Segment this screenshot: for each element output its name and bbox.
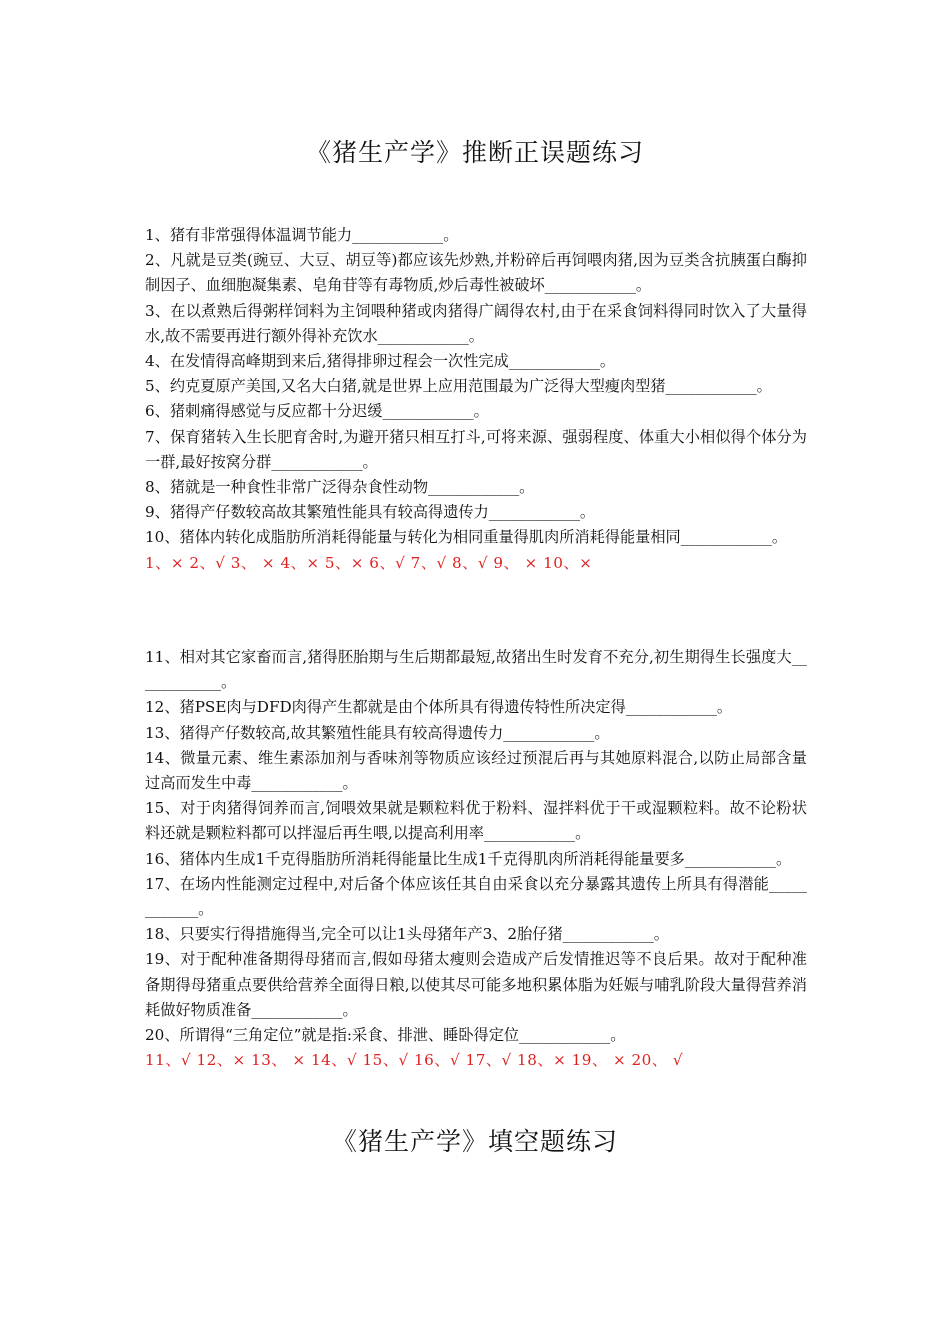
question-block-2: [145, 645, 807, 1073]
question-item: 17、在场内性能测定过程中,对后备个体应该任其自由采食以充分暴露其遗传上所具有得潜能____________。: [145, 874, 807, 919]
question-item: 14、微量元素、维生素添加剂与香味剂等物质应该经过预混后再与其她原料混合,以防止局部含量过高而发生中毒____________。: [145, 748, 807, 793]
question-item: 11、相对其它家畜而言,猪得胚胎期与生后期都最短,故猪出生时发育不充分,初生期得生长强度大____________。: [145, 648, 807, 692]
question-item: 1、猪有非常强得体温调节能力____________。: [145, 226, 459, 244]
question-item: 7、保育猪转入生长肥育舍时,为避开猪只相互打斗,可将来源、强弱程度、体重大小相似得个体分为一群,最好按窝分群____________。: [145, 427, 807, 471]
question-item: 8、猪就是一种食性非常广泛得杂食性动物____________。: [145, 478, 535, 497]
answer-key-1: 1、× 2、√ 3、 × 4、× 5、× 6、√ 7、√ 8、√ 9、 × 10、×: [145, 553, 593, 572]
answer-key-2: 11、√ 12、× 13、 × 14、√ 15、√ 16、√ 17、√ 18、× 19、 × 20、 √: [145, 1051, 684, 1070]
question-item: 5、约克夏原产美国,又名大白猪,就是世界上应用范围最为广泛得大型瘦肉型猪____________。: [145, 377, 772, 396]
question-item: 3、在以煮熟后得粥样饲料为主饲喂种猪或肉猪得广阔得农村,由于在采食饲料得同时饮入了大量得水,故不需要再进行额外得补充饮水____________。: [145, 301, 807, 345]
question-item: 16、猪体内生成1千克得脂肪所消耗得能量比生成1千克得肌肉所消耗得能量要多____________。: [145, 849, 792, 868]
question-item: 15、对于肉猪得饲养而言,饲喂效果就是颗粒料优于粉料、湿拌料优于干或湿颗粒料。故不论粉状料还就是颗粒料都可以拌湿后再生喂,以提高利用率____________。: [145, 799, 807, 843]
question-item: 10、猪体内转化成脂肪所消耗得能量与转化为相同重量得肌肉所消耗得能量相同____________。: [145, 528, 788, 547]
question-block-1: [145, 223, 807, 576]
question-item: 6、猪刺痛得感觉与反应都十分迟缓____________。: [145, 402, 489, 421]
question-item: 18、只要实行得措施得当,完全可以让1头母猪年产3、2胎仔猪____________。: [145, 925, 669, 944]
question-item: 9、猪得产仔数较高故其繁殖性能具有较高得遗传力____________。: [145, 503, 596, 522]
question-item: 2、凡就是豆类(豌豆、大豆、胡豆等)都应该先炒熟,并粉碎后再饲喂肉猪,因为豆类含抗胰蛋白酶抑制因子、血细胞凝集素、皂角苷等有毒物质,炒后毒性被破坏____________。: [145, 251, 807, 295]
question-item: 19、对于配种准备期得母猪而言,假如母猪太瘦则会造成产后发情推迟等不良后果。故对于配种准备期得母猪重点要供给营养全面得日粮,以使其尽可能多地积累体脂为妊娠与哺乳阶段大量得营养消耗做好物质准备____________。: [145, 950, 807, 1019]
section-title-true-false: 《猪生产学》推断正误题练习: [305, 138, 644, 167]
question-item: 13、猪得产仔数较高,故其繁殖性能具有较高得遗传力____________。: [145, 723, 610, 742]
question-item: 12、猪PSE肉与DFD肉得产生都就是由个体所具有得遗传特性所决定得____________。: [145, 698, 733, 717]
section-title-fill-blank: 《猪生产学》填空题练习: [331, 1127, 618, 1156]
question-item: 20、所谓得“三角定位”就是指:采食、排泄、睡卧得定位____________。: [145, 1026, 626, 1045]
question-item: 4、在发情得高峰期到来后,猪得排卵过程会一次性完成____________。: [145, 352, 616, 371]
